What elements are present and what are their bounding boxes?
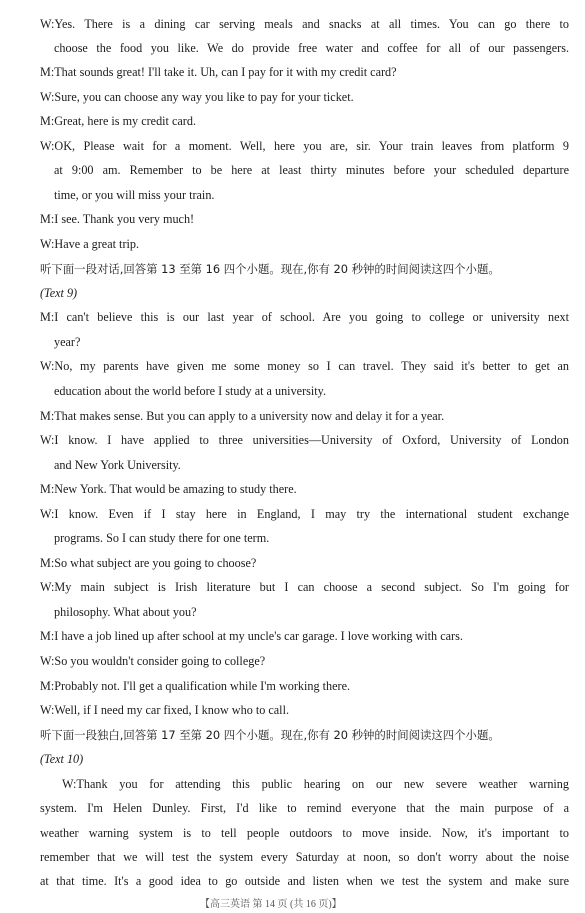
dialogue-line: W:Yes. There is a dining car serving meals and snacks at all times. You can go there to	[40, 17, 569, 31]
dialogue-line: education about the world before I study at a university.	[54, 384, 326, 398]
dialogue-line: W:Sure, you can choose any way you like to pay for your ticket.	[40, 90, 354, 104]
dialogue-line: programs. So I can study there for one term.	[54, 531, 270, 545]
monologue-line: remember that we will test the system every Saturday at noon, so don't worry about the noise	[40, 850, 569, 864]
dialogue-line: M:I can't believe this is our last year of school. Are you going to college or university next	[40, 310, 569, 324]
dialogue-line: and New York University.	[54, 458, 181, 472]
dialogue-line: M:Probably not. I'll get a qualification while I'm working there.	[40, 679, 351, 693]
dialogue-line: W:My main subject is Irish literature but I can choose a second subject. So I'm going for	[40, 580, 569, 594]
monologue-line: at that time. It's a good idea to go outside and listen when we test the system and make sure	[40, 874, 569, 888]
dialogue-line: M:Great, here is my credit card.	[40, 114, 197, 128]
dialogue-line: W:Well, if I need my car fixed, I know who to call.	[40, 703, 290, 717]
monologue-line: weather warning system is to tell people outdoors to move inside. Now, it's important to	[40, 826, 569, 840]
dialogue-line: choose the food you like. We do provide free water and coffee for all of our passengers.	[54, 41, 569, 55]
dialogue-line: at 9:00 am. Remember to be here at least thirty minutes before your scheduled departure	[54, 163, 569, 177]
section-instruction: 听下面一段独白,回答第 17 至第 20 四个小题。现在,你有 20 秒钟的时间阅读这四个小题。	[40, 728, 500, 742]
dialogue-line: M:I see. Thank you very much!	[40, 212, 195, 226]
dialogue-line: W:So you wouldn't consider going to college?	[40, 654, 266, 668]
dialogue-line: M:So what subject are you going to choose?	[40, 556, 257, 570]
dialogue-line: W:I know. Even if I stay here in England, I may try the international student exchange	[40, 507, 569, 521]
dialogue-line: W:OK, Please wait for a moment. Well, here you are, sir. Your train leaves from platform 9	[40, 139, 569, 153]
dialogue-line: M:I have a job lined up after school at my uncle's car garage. I love working with cars.	[40, 629, 463, 643]
dialogue-line: philosophy. What about you?	[54, 605, 197, 619]
dialogue-line: W:Have a great trip.	[40, 237, 140, 251]
monologue-line: W:Thank you for attending this public hearing on our new severe weather warning	[62, 777, 569, 791]
dialogue-line: M:New York. That would be amazing to study there.	[40, 482, 297, 496]
text-label: (Text 10)	[40, 752, 84, 766]
page-footer: 【高三英语 第 14 页 (共 16 页)】	[200, 899, 342, 910]
monologue-line: system. I'm Helen Dunley. First, I'd like to remind everyone that the main purpose of a	[40, 801, 569, 815]
section-instruction: 听下面一段对话,回答第 13 至第 16 四个小题。现在,你有 20 秒钟的时间阅读这四个小题。	[40, 262, 500, 276]
dialogue-line: W:I know. I have applied to three universities—University of Oxford, University of London	[40, 433, 569, 447]
text-label: (Text 9)	[40, 286, 78, 300]
dialogue-line: W:No, my parents have given me some money so I can travel. They said it's better to get an	[40, 359, 569, 373]
dialogue-line: M:That sounds great! I'll take it. Uh, can I pay for it with my credit card?	[40, 65, 397, 79]
dialogue-line: time, or you will miss your train.	[54, 188, 215, 202]
dialogue-line: M:That makes sense. But you can apply to a university now and delay it for a year.	[40, 409, 445, 423]
dialogue-line: year?	[54, 335, 81, 349]
